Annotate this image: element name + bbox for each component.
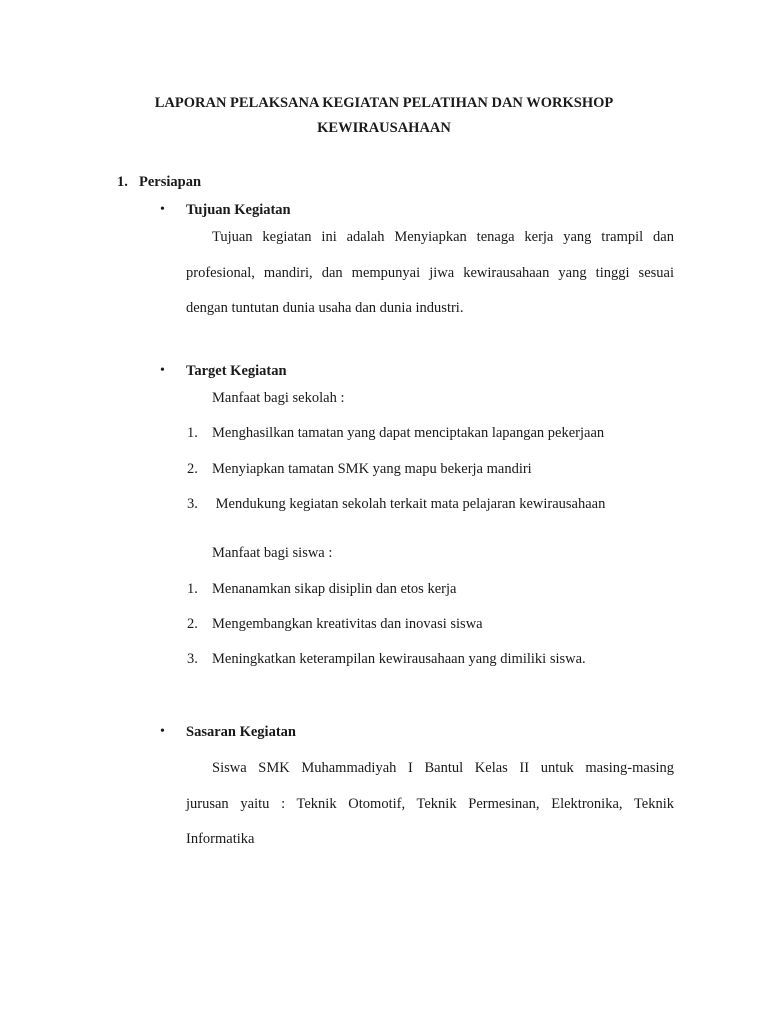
bullet-icon: • [160,202,165,217]
paragraph-line: profesional, mandiri, dan mempunyai jiwa kewirausahaan yang tinggi sesuai [186,265,674,281]
list-number: 3. [187,496,198,512]
list-item: Menghasilkan tamatan yang dapat menciptakan lapangan pekerjaan [212,425,605,441]
list-number: 2. [187,461,198,477]
list-item: Mengembangkan kreativitas dan inovasi siswa [212,616,483,632]
section-heading: Persiapan [139,174,202,190]
subsection-heading: Target Kegiatan [186,363,287,379]
paragraph-line: Siswa SMK Muhammadiyah I Bantul Kelas II untuk masing-masing [212,760,674,776]
bullet-icon: • [160,363,165,378]
list-number: 1. [187,581,198,597]
benefit-school-label: Manfaat bagi sekolah : [212,390,345,406]
list-item: Menyiapkan tamatan SMK yang mapu bekerja mandiri [212,461,532,477]
benefit-student-label: Manfaat bagi siswa : [212,545,333,561]
list-number: 1. [187,425,198,441]
list-number: 2. [187,616,198,632]
list-item: Meningkatkan keterampilan kewirausahaan yang dimiliki siswa. [212,651,586,667]
section-number: 1. [117,174,128,190]
list-number: 3. [187,651,198,667]
paragraph-line: dengan tuntutan dunia usaha dan dunia industri. [186,300,464,316]
subsection-heading: Tujuan Kegiatan [186,202,291,218]
subsection-heading: Sasaran Kegiatan [186,724,296,740]
list-item: Mendukung kegiatan sekolah terkait mata pelajaran kewirausahaan [212,496,606,512]
paragraph-line: Informatika [186,831,255,847]
paragraph-line: jurusan yaitu : Teknik Otomotif, Teknik Permesinan, Elektronika, Teknik [186,796,674,812]
paragraph-line: Tujuan kegiatan ini adalah Menyiapkan tenaga kerja yang trampil dan [212,229,674,245]
list-item: Menanamkan sikap disiplin dan etos kerja [212,581,457,597]
document-title-line-1: LAPORAN PELAKSANA KEGIATAN PELATIHAN DAN WORKSHOP [154,95,614,111]
document-title-line-2: KEWIRAUSAHAAN [317,120,451,136]
bullet-icon: • [160,724,165,739]
